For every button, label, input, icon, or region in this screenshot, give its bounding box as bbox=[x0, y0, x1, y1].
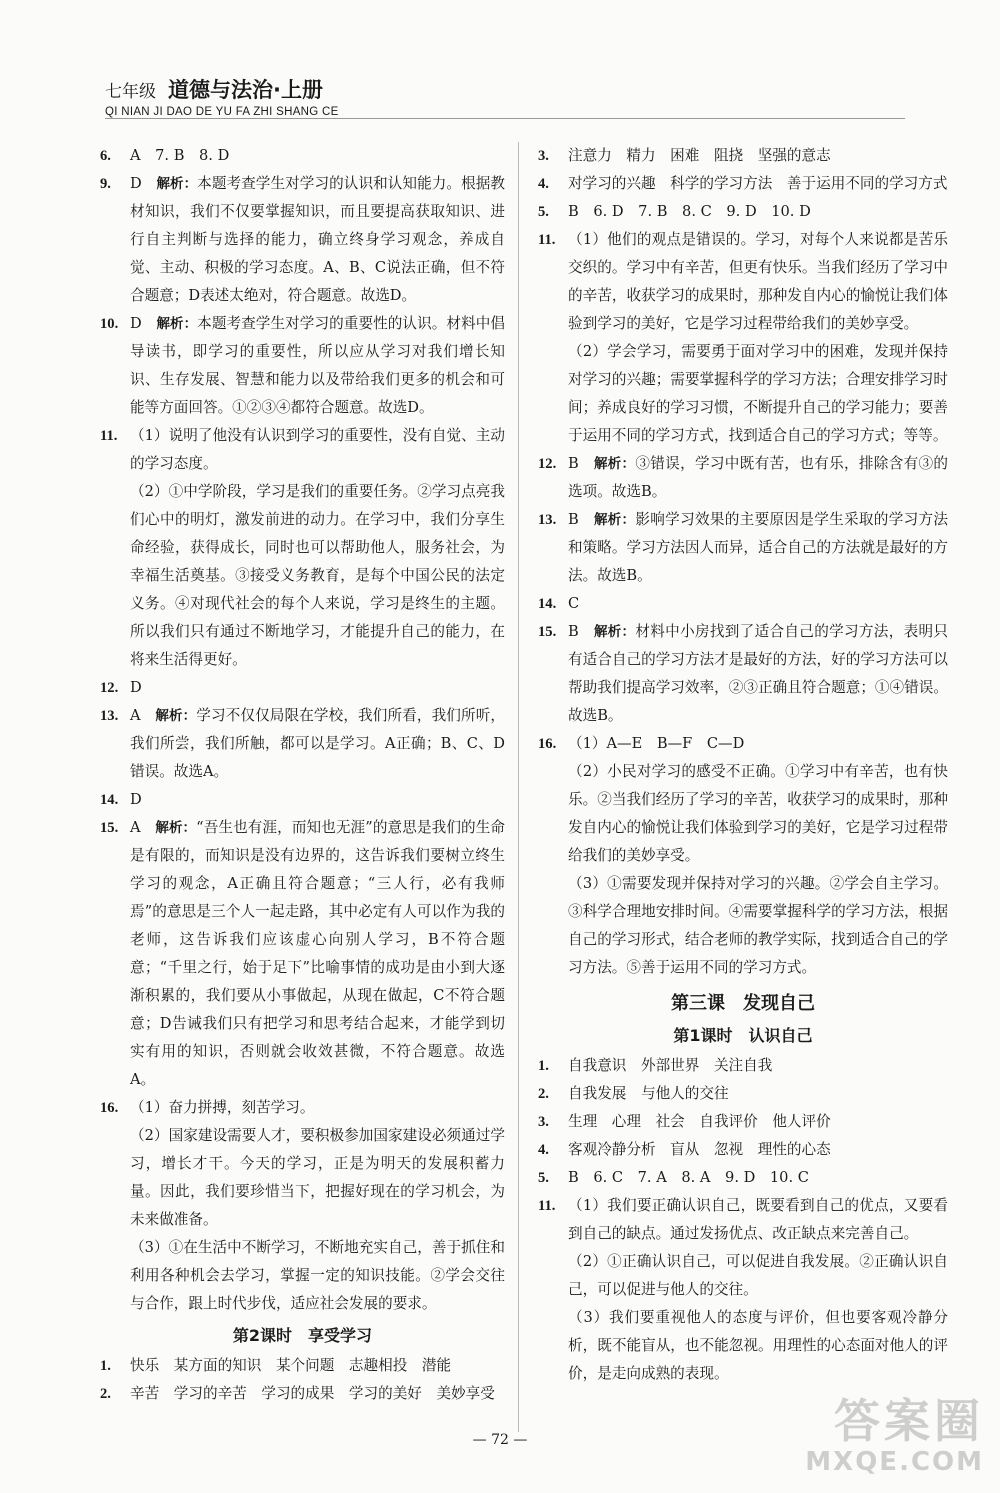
answer-item bbox=[100, 702, 505, 786]
question-number: 11. bbox=[538, 232, 556, 248]
answer-item bbox=[538, 226, 948, 338]
answer-text: A 解析：“吾生也有涯，而知也无涯”的意思是我们的生命是有限的，而知识是没有边界的，这告诉我们要树立终生学习的观念，A正确且符合题意；“三人行，必有我师焉”的意思是三个人一起走路，其中必定有人可以作为我的老师，这告诉我们应该虚心向别人学习，B不符合题意；“千里之行，始于足下”比喻事情的成功是由小到大逐渐积累的，我们要从小事做起，从现在做起，C不符合题意；D告诫我们只有把学习和思考结合起来，才能学到切实有用的知识，否则就会收效甚微，不符合题意。故选A。 bbox=[130, 819, 505, 1088]
answer-text: B 6. D 7. B 8. C 9. D 10. D bbox=[568, 203, 811, 220]
answer-item bbox=[100, 422, 505, 478]
answer-text: 注意力 精力 困难 阻挠 坚强的意志 bbox=[568, 147, 831, 164]
question-number: 1. bbox=[100, 1358, 111, 1374]
watermark-logo bbox=[805, 1395, 984, 1477]
question-number: 5. bbox=[538, 204, 549, 220]
analysis-label: 解析： bbox=[593, 512, 636, 528]
answer-item bbox=[100, 142, 505, 170]
answer-item bbox=[538, 730, 948, 758]
right-column bbox=[538, 142, 948, 1388]
answer-text: （1）奋力拼搏，刻苦学习。 bbox=[130, 1099, 315, 1116]
header-divider bbox=[105, 118, 905, 119]
question-number: 4. bbox=[538, 1142, 549, 1158]
answer-item bbox=[100, 674, 505, 702]
answer-text: 生理 心理 社会 自我评价 他人评价 bbox=[568, 1113, 831, 1130]
answer-item bbox=[538, 198, 948, 226]
question-number: 3. bbox=[538, 148, 549, 164]
question-number: 11. bbox=[100, 428, 118, 444]
question-number: 14. bbox=[538, 596, 557, 612]
answer-text: B 解析：影响学习效果的主要原因是学生采取的学习方法和策略。学习方法因人而异，适合自己的方法就是最好的方法。故选B。 bbox=[568, 511, 948, 584]
answer-item bbox=[538, 142, 948, 170]
answer-item bbox=[538, 1192, 948, 1248]
answer-item bbox=[538, 1052, 948, 1080]
answer-text: （1）他们的观点是错误的。学习，对每个人来说都是苦乐交织的。学习中有辛苦，但更有快乐。当我们经历了学习中的辛苦，收获学习的成果时，那种发自内心的愉悦让我们体验到学习的美好，它是学习过程带给我们的美妙享受。 bbox=[568, 231, 948, 332]
question-number: 10. bbox=[100, 316, 119, 332]
answer-subpart: （2）国家建设需要人才，要积极参加国家建设必须通过学习，增长才干。今天的学习，正是为明天的发展积蓄力量。因此，我们要珍惜当下，把握好现在的学习机会，为未来做准备。 bbox=[130, 1127, 505, 1228]
column-divider bbox=[518, 142, 519, 1432]
answer-subpart: （2）①正确认识自己，可以促进自我发展。②正确认识自己，可以促进与他人的交往。 bbox=[568, 1253, 948, 1298]
question-number: 13. bbox=[100, 708, 119, 724]
answer-item bbox=[538, 506, 948, 590]
answer-item bbox=[538, 590, 948, 618]
answer-item bbox=[100, 1380, 505, 1408]
answer-text: A 7. B 8. D bbox=[130, 147, 230, 164]
question-number: 16. bbox=[538, 736, 557, 752]
page-number: — 72 — bbox=[472, 1432, 528, 1448]
question-number: 15. bbox=[538, 624, 557, 640]
answer-text: 自我发展 与他人的交往 bbox=[568, 1085, 729, 1102]
question-number: 2. bbox=[100, 1386, 111, 1402]
answer-subpart: （3）我们要重视他人的态度与评价，但也要客观冷静分析，既不能盲从，也不能忽视。用理性的心态面对他人的评价，是走向成熟的表现。 bbox=[568, 1309, 948, 1382]
question-number: 16. bbox=[100, 1100, 119, 1116]
answer-item bbox=[538, 618, 948, 730]
analysis-label: 解析： bbox=[593, 624, 636, 640]
question-number: 14. bbox=[100, 792, 119, 808]
question-number: 2. bbox=[538, 1086, 549, 1102]
analysis-label: 解析： bbox=[156, 316, 198, 332]
question-number: 1. bbox=[538, 1058, 549, 1074]
question-number: 4. bbox=[538, 176, 549, 192]
answer-text: B 解析：③错误，学习中既有苦，也有乐，排除含有③的选项。故选B。 bbox=[568, 455, 948, 500]
answer-item bbox=[538, 170, 948, 198]
analysis-label: 解析： bbox=[155, 820, 197, 836]
page-header bbox=[105, 74, 905, 118]
answer-item bbox=[100, 814, 505, 1094]
answer-text: D 解析：本题考查学生对学习的认识和认知能力。根据教材知识，我们不仅要掌握知识，而且要提高获取知识、进行自主判断与选择的能力，确立终身学习观念，养成自觉、主动、积极的学习态度。A、B、C说法正确，但不符合题意；D表述太绝对，符合题意。故选D。 bbox=[130, 175, 506, 304]
answer-item bbox=[100, 786, 505, 814]
answer-text: （1）A—E B—F C—D bbox=[568, 735, 745, 752]
answer-text: （1）说明了他没有认识到学习的重要性，没有自觉、主动的学习态度。 bbox=[130, 427, 505, 472]
answer-text: B 解析：材料中小房找到了适合自己的学习方法，表明只有适合自己的学习方法才是最好的方法，好的学习方法可以帮助我们提高学习效率，②③正确且符合题意；①④错误。故选B。 bbox=[568, 623, 948, 724]
answer-item bbox=[538, 1164, 948, 1192]
answer-subpart: （3）①需要发现并保持对学习的兴趣。②学会自主学习。③科学合理地安排时间。④需要掌握科学的学习方法，根据自己的学习形式，结合老师的教学实际，找到适合自己的学习方法。⑤善于运用不同的学习方式。 bbox=[568, 875, 948, 976]
answer-text: 自我意识 外部世界 关注自我 bbox=[568, 1057, 773, 1074]
answer-item bbox=[100, 170, 505, 310]
grade-label: 七年级 bbox=[105, 82, 156, 102]
answer-text: C bbox=[568, 595, 580, 612]
question-number: 5. bbox=[538, 1170, 549, 1186]
answer-item bbox=[538, 450, 948, 506]
answer-text: D 解析：本题考查学生对学习的重要性的认识。材料中倡导读书，即学习的重要性，所以应从学习对我们增长知识、生存发展、智慧和能力以及带给我们更多的机会和可能等方面回答。①②③④都符合题意。故选D。 bbox=[130, 315, 506, 416]
answer-item bbox=[538, 1136, 948, 1164]
question-number: 12. bbox=[538, 456, 557, 472]
watermark-url: MXQE.COM bbox=[805, 1447, 984, 1477]
answer-text: 客观冷静分析 盲从 忽视 理性的心态 bbox=[568, 1141, 831, 1158]
analysis-label: 解析： bbox=[156, 176, 198, 192]
answer-item bbox=[100, 310, 505, 422]
answer-item bbox=[100, 1094, 505, 1122]
analysis-label: 解析： bbox=[155, 708, 197, 724]
answer-item bbox=[538, 1080, 948, 1108]
question-number: 11. bbox=[538, 1198, 556, 1214]
subject-title: 道德与法治·上册 bbox=[168, 78, 323, 102]
answer-item bbox=[100, 1352, 505, 1380]
answer-text: 快乐 某方面的知识 某个问题 志趣相投 潜能 bbox=[130, 1357, 452, 1374]
answer-subpart: （2）学会学习，需要勇于面对学习中的困难，发现并保持对学习的兴趣；需要掌握科学的学习方法；合理安排学习时间；养成良好的学习习惯，不断提升自己的学习能力；要善于运用不同的学习方式，找到适合自己的学习方式；等等。 bbox=[568, 343, 948, 444]
analysis-label: 解析： bbox=[593, 456, 636, 472]
watermark-text: 答案圈 bbox=[834, 1394, 984, 1448]
question-number: 12. bbox=[100, 680, 119, 696]
left-column bbox=[100, 142, 505, 1408]
answer-text: 辛苦 学习的辛苦 学习的成果 学习的美好 美妙享受 bbox=[130, 1385, 495, 1402]
answer-subpart: （3）①在生活中不断学习，不断地充实自己，善于抓住和利用各种机会去学习，掌握一定的知识技能。②学会交往与合作，跟上时代步伐，适应社会发展的要求。 bbox=[130, 1239, 505, 1312]
answer-text: 对学习的兴趣 科学的学习方法 善于运用不同的学习方式 bbox=[568, 175, 948, 192]
question-number: 9. bbox=[100, 176, 111, 192]
pinyin-subtitle: QI NIAN JI DAO DE YU FA ZHI SHANG CE bbox=[105, 106, 339, 118]
question-number: 15. bbox=[100, 820, 119, 836]
section-title: 第三课 发现自己 bbox=[671, 993, 815, 1014]
question-number: 6. bbox=[100, 148, 111, 164]
answer-item bbox=[538, 1108, 948, 1136]
question-number: 3. bbox=[538, 1114, 549, 1130]
answer-text: （1）我们要正确认识自己，既要看到自己的优点，又要看到自己的缺点。通过发扬优点、改正缺点来完善自己。 bbox=[568, 1197, 948, 1242]
answer-text: A 解析：学习不仅仅局限在学校，我们所看，我们所听，我们所尝，我们所触，都可以是学习。A正确；B、C、D错误。故选A。 bbox=[130, 707, 506, 780]
answer-text: D bbox=[130, 791, 142, 808]
section-title: 第2课时 享受学习 bbox=[232, 1326, 373, 1345]
question-number: 13. bbox=[538, 512, 557, 528]
answer-subpart: （2）小民对学习的感受不正确。①学习中有辛苦，也有快乐。②当我们经历了学习的辛苦，收获学习的成果时，那种发自内心的愉悦让我们体验到学习的美好，它是学习过程带给我们的美妙享受。 bbox=[568, 763, 948, 864]
answer-text: B 6. C 7. A 8. A 9. D 10. C bbox=[568, 1169, 809, 1186]
answer-text: D bbox=[130, 679, 142, 696]
section-title: 第1课时 认识自己 bbox=[673, 1026, 813, 1045]
answer-subpart: （2）①中学阶段，学习是我们的重要任务。②学习点亮我们心中的明灯，激发前进的动力。在学习中，我们分享生命经验，获得成长，同时也可以帮助他人，服务社会，为幸福生活奠基。③接受义务教育，是每个中国公民的法定义务。④对现代社会的每个人来说，学习是终生的主题。所以我们只有通过不断地学习，才能提升自己的能力，在将来生活得更好。 bbox=[130, 483, 505, 668]
